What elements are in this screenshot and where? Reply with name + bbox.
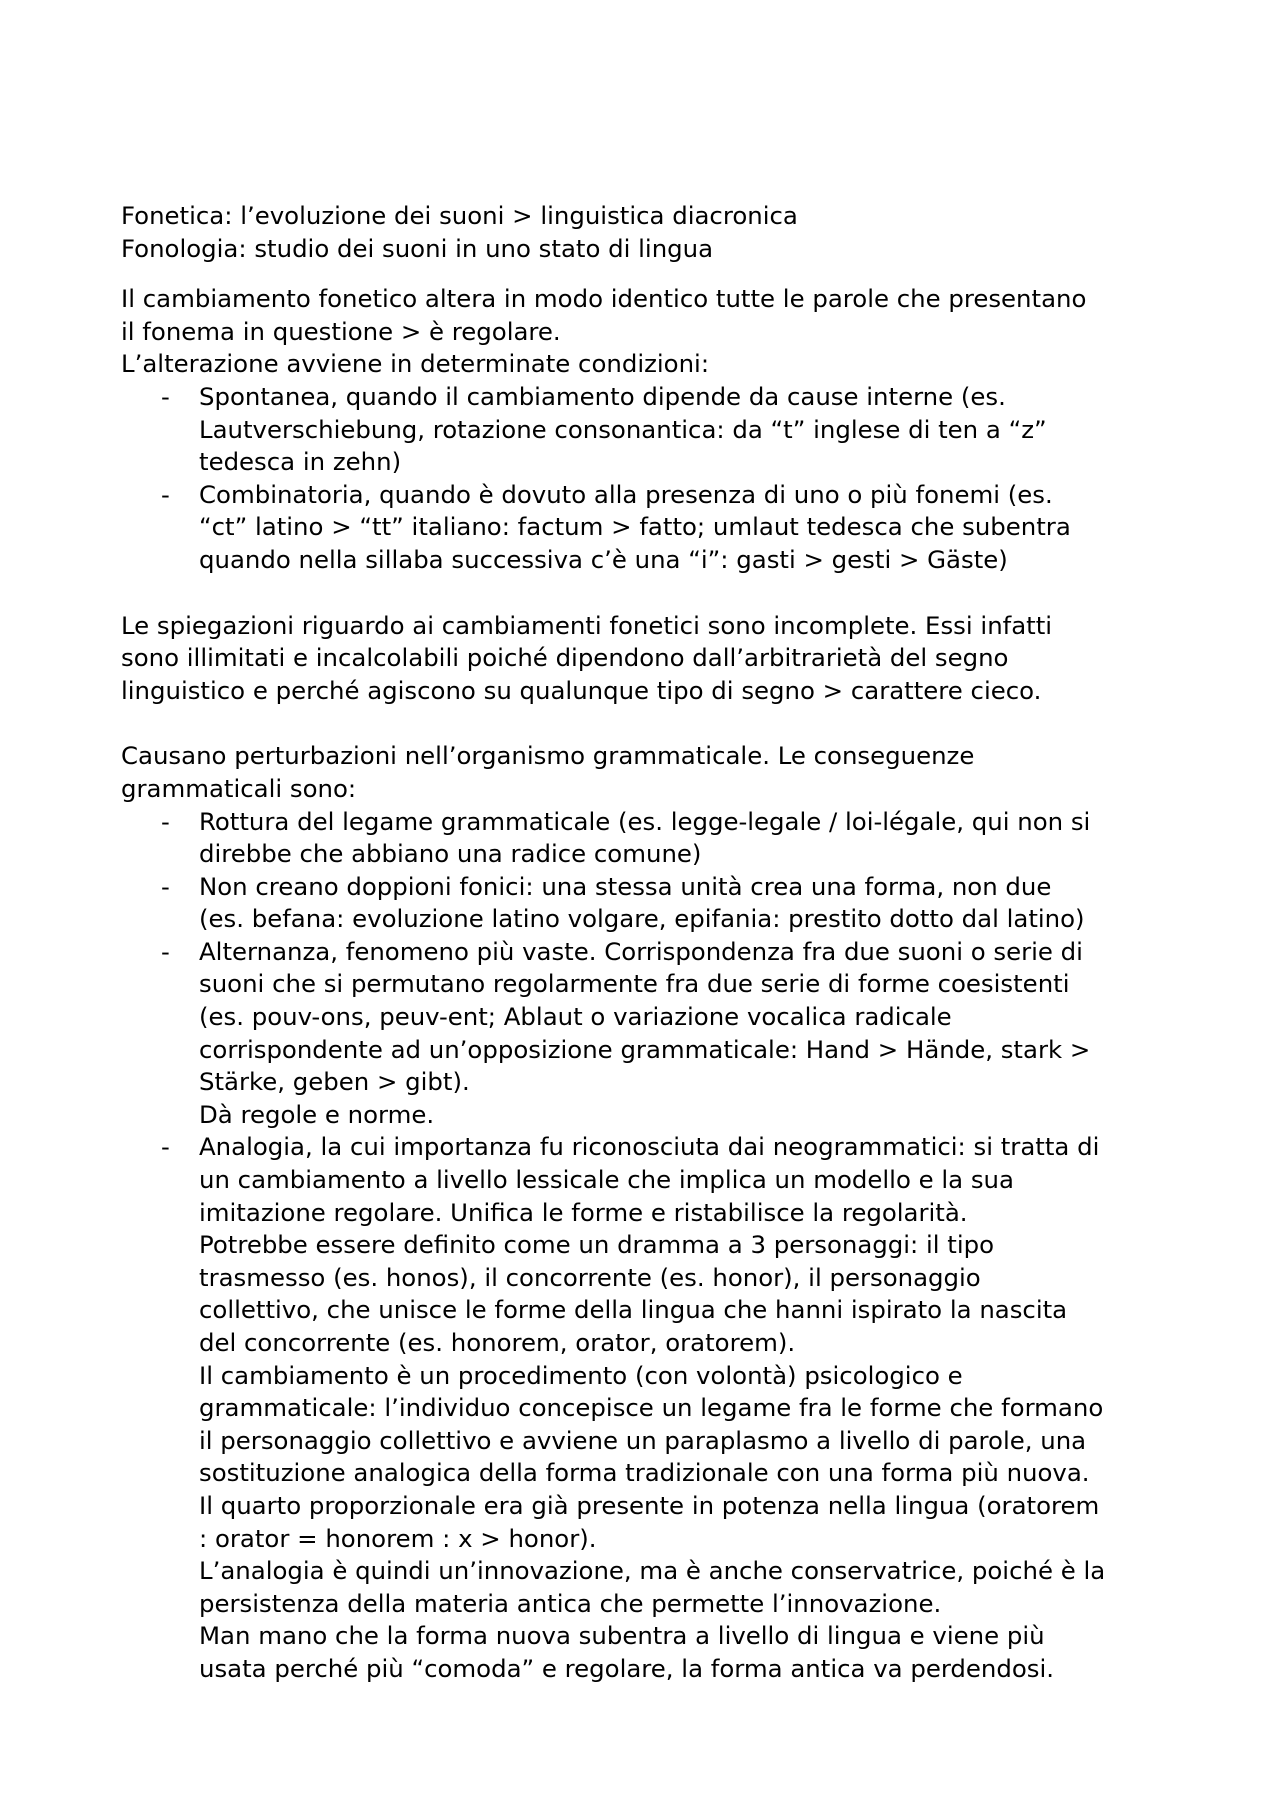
text-line: Le spiegazioni riguardo ai cambiamenti fonetici sono incomplete. Essi infatti <box>121 610 1053 640</box>
text-line: tedesca in zehn) <box>199 447 402 477</box>
dash-bullet: - <box>161 1132 170 1162</box>
text-line: grammaticale: l’individuo concepisce un legame fra le forme che formano <box>199 1393 1104 1423</box>
text-line: Spontanea, quando il cambiamento dipende da cause interne (es. <box>199 381 1006 411</box>
definitions-paragraph <box>121 200 1161 265</box>
text-line: Non creano doppioni fonici: una stessa unità crea una forma, non due <box>199 871 1052 901</box>
text-line: Fonologia: studio dei suoni in uno stato di lingua <box>121 233 714 263</box>
text-line: persistenza della materia antica che permette l’innovazione. <box>199 1588 942 1618</box>
text-line: “ct” latino > “tt” italiano: factum > fatto; umlaut tedesca che subentra <box>199 512 1071 542</box>
document-content <box>121 200 1161 1686</box>
text-line: Stärke, geben > gibt). <box>199 1067 470 1097</box>
text-line: Man mano che la forma nuova subentra a livello di lingua e viene più <box>199 1621 1045 1651</box>
text-line: (es. pouv-ons, peuv-ent; Ablaut o variazione vocalica radicale <box>199 1002 952 1032</box>
explanations-paragraph <box>121 610 1161 708</box>
text-line: collettivo, che unisce le forme della lingua che hanni ispirato la nascita <box>199 1295 1068 1325</box>
text-line: sostituzione analogica della forma tradizionale con una forma più nuova. <box>199 1458 1090 1488</box>
consequences-list <box>121 806 1161 1686</box>
text-line: linguistico e perché agiscono su qualunque tipo di segno > carattere cieco. <box>121 675 1042 705</box>
text-line: un cambiamento a livello lessicale che implica un modello e la sua <box>199 1165 1014 1195</box>
text-line: Alternanza, fenomeno più vaste. Corrispondenza fra due suoni o serie di <box>199 936 1083 966</box>
text-line: del concorrente (es. honorem, orator, oratorem). <box>199 1328 796 1357</box>
text-line: Dà regole e norme. <box>199 1099 435 1129</box>
list-item <box>121 806 1161 871</box>
dash-bullet: - <box>161 381 170 411</box>
dash-bullet: - <box>161 806 170 836</box>
text-line: corrispondente ad un’opposizione grammaticale: Hand > Hände, stark > <box>199 1034 1091 1064</box>
text-line: quando nella sillaba successiva c’è una “i”: gasti > gesti > Gäste) <box>199 544 1008 574</box>
dash-bullet: - <box>161 479 170 509</box>
text-line: (es. befana: evoluzione latino volgare, epifania: prestito dotto dal latino) <box>199 904 1085 934</box>
text-line: Analogia, la cui importanza fu riconosciuta dai neogrammatici: si tratta di <box>199 1132 1100 1162</box>
text-line: L’alterazione avviene in determinate condizioni: <box>121 349 710 379</box>
text-line: sono illimitati e incalcolabili poiché dipendono dall’arbitrarietà del segno <box>121 643 1009 673</box>
list-item <box>121 871 1161 936</box>
text-line: Il quarto proporzionale era già presente in potenza nella lingua (oratorem <box>199 1490 1100 1520</box>
dash-bullet: - <box>161 936 170 966</box>
text-line: Il cambiamento fonetico altera in modo identico tutte le parole che presentano <box>121 284 1087 314</box>
list-item <box>121 1131 1161 1685</box>
text-line: direbbe che abbiano una radice comune) <box>199 839 702 869</box>
text-line: imitazione regolare. Unifica le forme e ristabilisce la regolarità. <box>199 1197 968 1227</box>
list-item <box>121 936 1161 1132</box>
list-item <box>121 479 1161 577</box>
text-line: L’analogia è quindi un’innovazione, ma è anche conservatrice, poiché è la <box>199 1556 1106 1586</box>
conditions-list <box>121 381 1161 577</box>
text-line: trasmesso (es. honos), il concorrente (es. honor), il personaggio <box>199 1262 981 1292</box>
text-line: : orator = honorem : x > honor). <box>199 1523 597 1553</box>
text-line: usata perché più “comoda” e regolare, la forma antica va perdendosi. <box>199 1653 1055 1683</box>
text-line: Lautverschiebung, rotazione consonantica: da “t” inglese di ten a “z” <box>199 414 1047 444</box>
text-line: Il cambiamento è un procedimento (con volontà) psicologico e <box>199 1360 963 1390</box>
text-line: grammaticali sono: <box>121 773 357 803</box>
text-line: Combinatoria, quando è dovuto alla presenza di uno o più fonemi (es. <box>199 479 1053 509</box>
dash-bullet: - <box>161 871 170 901</box>
text-line: Causano perturbazioni nell’organismo grammaticale. Le conseguenze <box>121 741 975 771</box>
text-line: Fonetica: l’evoluzione dei suoni > linguistica diacronica <box>121 201 798 230</box>
text-line: il fonema in questione > è regolare. <box>121 316 561 346</box>
text-line: suoni che si permutano regolarmente fra due serie di forme coesistenti <box>199 969 1070 999</box>
list-item <box>121 381 1161 479</box>
text-line: il personaggio collettivo e avviene un paraplasmo a livello di parole, una <box>199 1425 1087 1455</box>
text-line: Rottura del legame grammaticale (es. legge-legale / loi-légale, qui non si <box>199 806 1091 836</box>
text-line: Potrebbe essere definito come un dramma a 3 personaggi: il tipo <box>199 1230 995 1260</box>
consequences-paragraph <box>121 740 1161 805</box>
phonetic-change-paragraph <box>121 283 1161 381</box>
